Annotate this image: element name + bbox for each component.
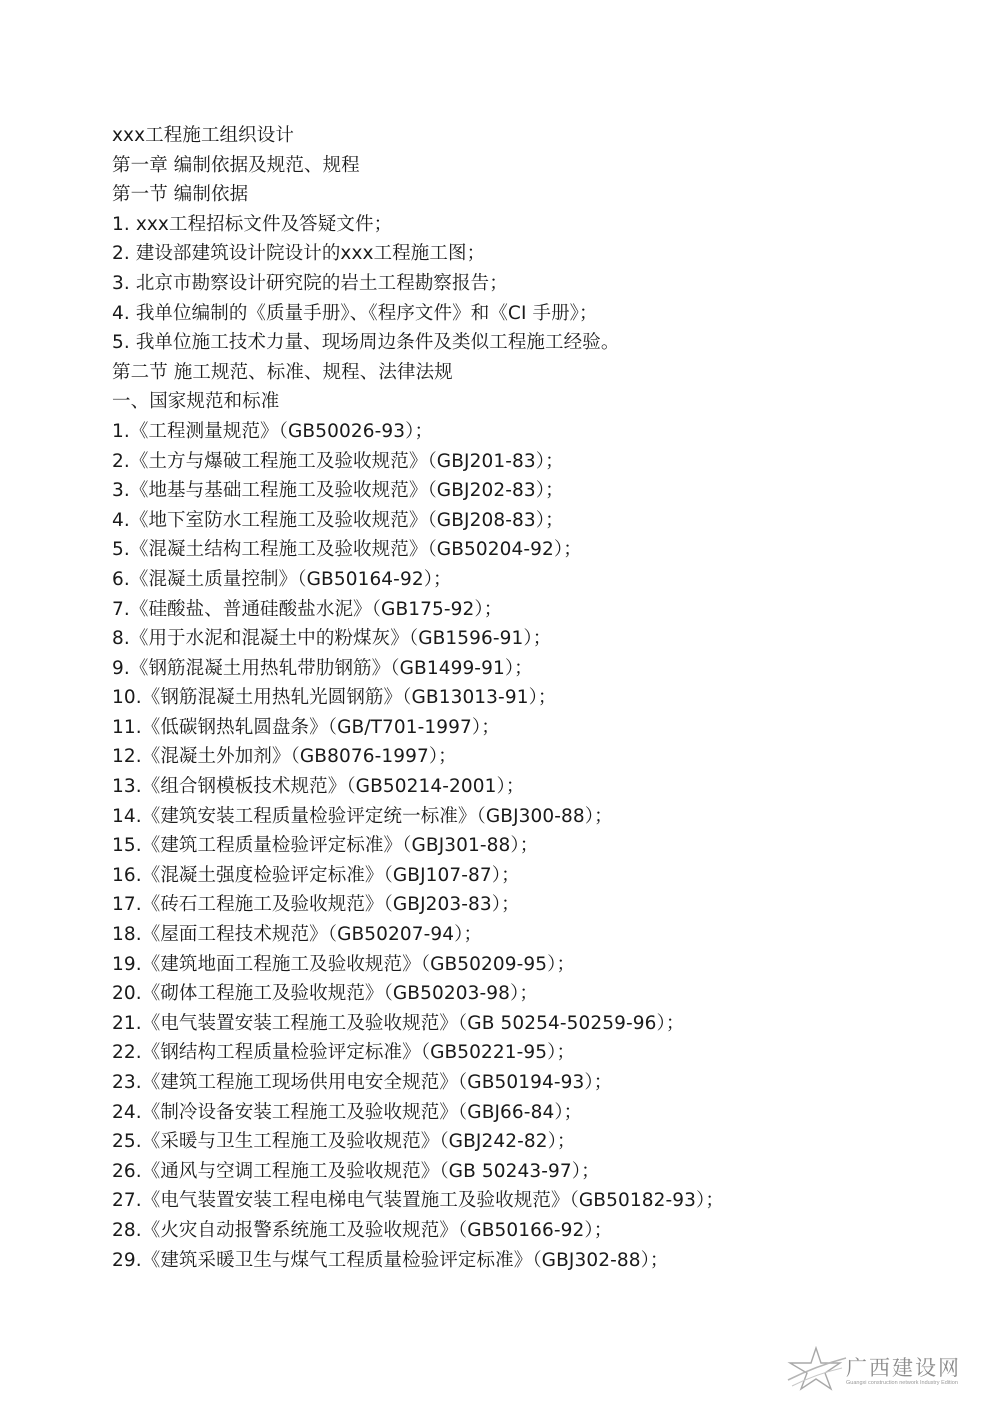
site-watermark	[786, 1346, 986, 1396]
standard-item: 23.《建筑工程施工现场供用电安全规范》（GB50194-93）；	[112, 1072, 613, 1093]
standard-item: 21.《电气装置安装工程施工及验收规范》（GB 50254-50259-96）；	[112, 1012, 685, 1034]
standard-item: 22.《钢结构工程质量检验评定标准》（GB50221-95）；	[112, 1042, 576, 1064]
section-heading: 第一节 编制依据	[112, 184, 249, 206]
standard-item: 10.《钢筋混凝土用热轧光圆钢筋》（GB13013-91）；	[112, 687, 557, 709]
standard-item: 4.《地下室防水工程施工及验收规范》（GBJ208-83）；	[112, 509, 564, 531]
standard-item: 16.《混凝土强度检验评定标准》（GBJ107-87）；	[112, 864, 520, 886]
standard-item: 9.《钢筋混凝土用热轧带肋钢筋》（GB1499-91）；	[112, 657, 533, 679]
standard-item: 2.《土方与爆破工程施工及验收规范》（GBJ201-83）；	[112, 450, 564, 472]
standard-item: 19.《建筑地面工程施工及验收规范》（GB50209-95）；	[112, 953, 576, 975]
basis-item: 5. 我单位施工技术力量、现场周边条件及类似工程施工经验。	[112, 332, 620, 354]
standard-item: 11.《低碳钢热轧圆盘条》（GB/T701-1997）；	[112, 716, 500, 738]
standard-item: 8.《用于水泥和混凝土中的粉煤灰》（GB1596-91）；	[112, 628, 552, 650]
standard-item: 13.《组合钢模板技术规范》（GB50214-2001）；	[112, 776, 525, 798]
standard-item: 26.《通风与空调工程施工及验收规范》（GB 50243-97）；	[112, 1160, 600, 1182]
standard-item: 18.《屋面工程技术规范》（GB50207-94）；	[112, 924, 483, 946]
document-title: xxx工程施工组织设计	[112, 125, 294, 146]
chapter-heading: 第一章 编制依据及规范、规程	[112, 154, 360, 176]
standard-item: 29.《建筑采暖卫生与煤气工程质量检验评定标准》（GBJ302-88）；	[112, 1249, 669, 1271]
standard-item: 24.《制冷设备安装工程施工及验收规范》（GBJ66-84）；	[112, 1101, 583, 1123]
basis-item: 4. 我单位编制的《质量手册》、《程序文件》和《CI 手册》；	[112, 302, 598, 324]
watermark-subtitle: Guangxi construction network Industry Edition	[846, 1380, 958, 1386]
basis-item: 1. xxx工程招标文件及答疑文件；	[112, 213, 393, 235]
standard-item: 20.《砌体工程施工及验收规范》（GB50203-98）；	[112, 983, 538, 1005]
standard-item: 5.《混凝土结构工程施工及验收规范》（GB50204-92）；	[112, 539, 582, 561]
standard-item: 6.《混凝土质量控制》（GB50164-92）；	[112, 568, 452, 590]
star-logo-icon	[786, 1346, 848, 1394]
basis-item: 3. 北京市勘察设计研究院的岩土工程勘察报告；	[112, 272, 508, 294]
standard-item: 12.《混凝土外加剂》（GB8076-1997）；	[112, 746, 457, 768]
standard-item: 15.《建筑工程质量检验评定标准》（GBJ301-88）；	[112, 835, 539, 857]
subsection-heading: 一、国家规范和标准	[112, 391, 280, 413]
standard-item: 3.《地基与基础工程施工及验收规范》（GBJ202-83）；	[112, 480, 564, 502]
document-body	[112, 121, 972, 1275]
standard-item: 7.《硅酸盐、普通硅酸盐水泥》（GB175-92）；	[112, 598, 503, 620]
standard-item: 1.《工程测量规范》（GB50026-93）；	[112, 420, 434, 442]
watermark-title: 广西建设网	[846, 1356, 961, 1380]
standard-item: 17.《砖石工程施工及验收规范》（GBJ203-83）；	[112, 894, 520, 916]
basis-item: 2. 建设部建筑设计院设计的xxx工程施工图；	[112, 243, 486, 265]
standard-item: 25.《采暖与卫生工程施工及验收规范》（GBJ242-82）；	[112, 1131, 576, 1153]
standard-item: 28.《火灾自动报警系统施工及验收规范》（GB50166-92）；	[112, 1219, 613, 1241]
section-heading: 第二节 施工规范、标准、规程、法律法规	[112, 361, 453, 383]
standard-item: 27.《电气装置安装工程电梯电气装置施工及验收规范》（GB50182-93）；	[112, 1190, 724, 1212]
standard-item: 14.《建筑安装工程质量检验评定统一标准》（GBJ300-88）；	[112, 805, 613, 827]
